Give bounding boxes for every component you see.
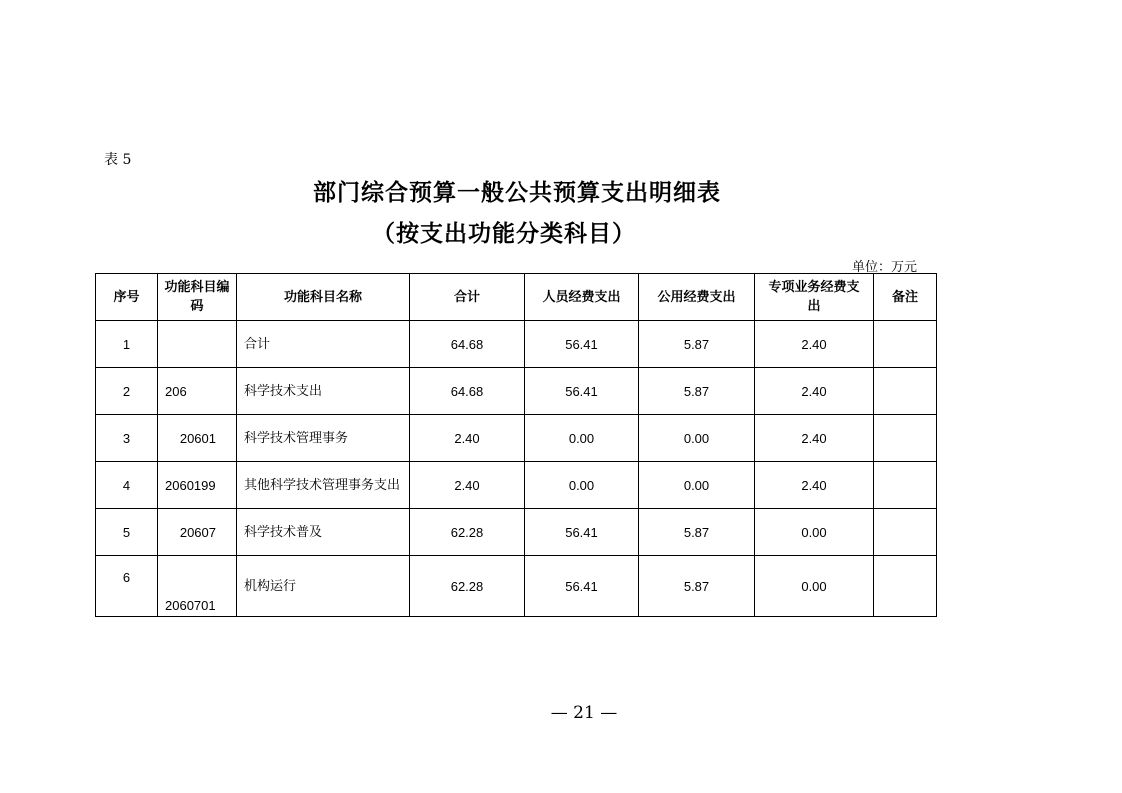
cell-remarks	[874, 368, 937, 415]
cell-special: 2.40	[755, 462, 874, 509]
table-row	[96, 415, 937, 462]
cell-public: 5.87	[639, 509, 755, 556]
cell-personnel: 56.41	[525, 321, 639, 368]
cell-personnel: 56.41	[525, 368, 639, 415]
cell-seq: 2	[96, 368, 158, 415]
cell-total: 62.28	[410, 556, 525, 617]
header-public: 公用经费支出	[639, 274, 755, 321]
table-label: 表 5	[104, 152, 132, 168]
table-row	[96, 321, 937, 368]
cell-personnel: 0.00	[525, 462, 639, 509]
cell-total: 62.28	[410, 509, 525, 556]
header-personnel: 人员经费支出	[525, 274, 639, 321]
cell-name: 科学技术管理事务	[237, 415, 410, 462]
cell-remarks	[874, 462, 937, 509]
cell-special: 2.40	[755, 415, 874, 462]
cell-code: 2060199	[158, 462, 237, 509]
cell-remarks	[874, 415, 937, 462]
page-number: — 21 —	[550, 703, 618, 723]
cell-total: 2.40	[410, 415, 525, 462]
page-title: 部门综合预算一般公共预算支出明细表	[313, 180, 721, 206]
cell-total: 64.68	[410, 321, 525, 368]
header-remarks: 备注	[874, 274, 937, 321]
cell-personnel: 56.41	[525, 509, 639, 556]
cell-personnel: 56.41	[525, 556, 639, 617]
cell-name: 其他科学技术管理事务支出	[237, 462, 410, 509]
cell-code: 20601	[158, 415, 237, 462]
cell-public: 5.87	[639, 368, 755, 415]
header-name: 功能科目名称	[237, 274, 410, 321]
cell-seq: 5	[96, 509, 158, 556]
table-row	[96, 462, 937, 509]
table-row	[96, 368, 937, 415]
cell-total: 64.68	[410, 368, 525, 415]
cell-public: 0.00	[639, 462, 755, 509]
cell-code: 20607	[158, 509, 237, 556]
cell-name: 科学技术支出	[237, 368, 410, 415]
page-subtitle: （按支出功能分类科目）	[372, 221, 636, 247]
cell-seq: 4	[96, 462, 158, 509]
cell-public: 5.87	[639, 321, 755, 368]
cell-seq: 3	[96, 415, 158, 462]
header-total: 合计	[410, 274, 525, 321]
expenditure-table	[95, 273, 937, 617]
cell-special: 2.40	[755, 321, 874, 368]
cell-special: 2.40	[755, 368, 874, 415]
cell-code	[158, 321, 237, 368]
cell-code: 2060701	[158, 556, 237, 617]
header-code: 功能科目编码	[158, 274, 237, 321]
unit-label: 单位：万元	[852, 260, 918, 275]
header-seq: 序号	[96, 274, 158, 321]
table-row	[96, 556, 937, 617]
cell-remarks	[874, 509, 937, 556]
cell-special: 0.00	[755, 509, 874, 556]
header-special: 专项业务经费支出	[755, 274, 874, 321]
cell-total: 2.40	[410, 462, 525, 509]
cell-name: 科学技术普及	[237, 509, 410, 556]
cell-code: 206	[158, 368, 237, 415]
cell-public: 0.00	[639, 415, 755, 462]
table-row	[96, 509, 937, 556]
cell-personnel: 0.00	[525, 415, 639, 462]
cell-public: 5.87	[639, 556, 755, 617]
cell-name: 合计	[237, 321, 410, 368]
cell-remarks	[874, 556, 937, 617]
cell-seq: 1	[96, 321, 158, 368]
cell-remarks	[874, 321, 937, 368]
cell-special: 0.00	[755, 556, 874, 617]
cell-seq: 6	[96, 556, 158, 617]
cell-name: 机构运行	[237, 556, 410, 617]
table-header-row	[96, 274, 937, 321]
